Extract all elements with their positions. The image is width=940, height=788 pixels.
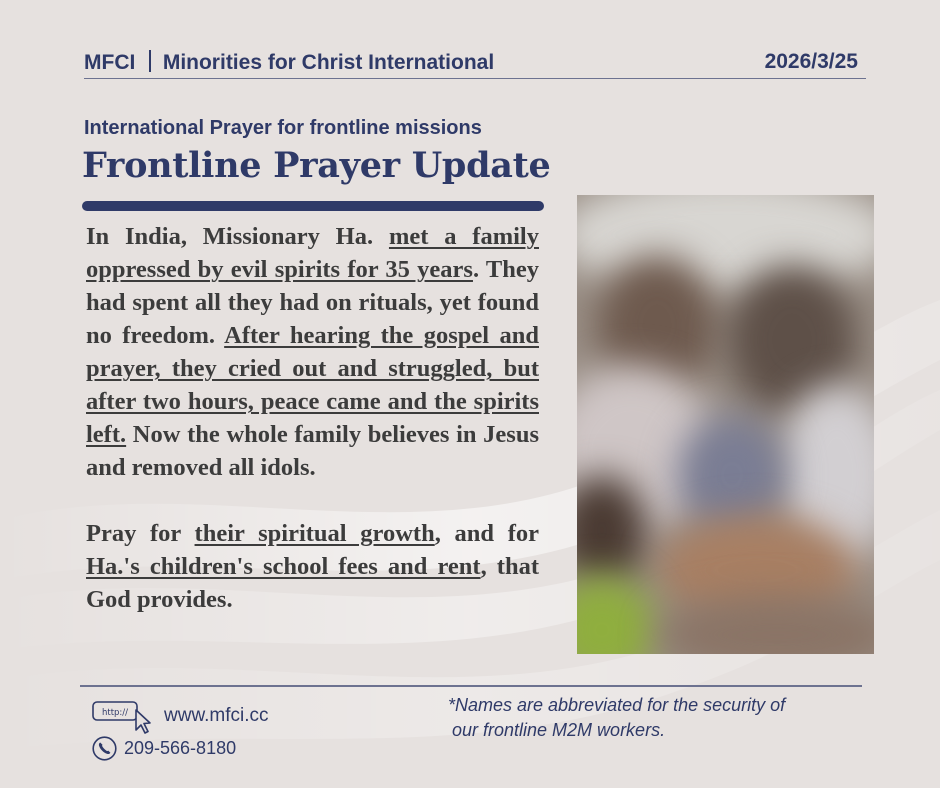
header <box>84 48 866 79</box>
security-note <box>448 693 868 743</box>
brand <box>84 50 494 75</box>
underlined-text: After hearing the gospel and prayer, they cried out and struggled, but after two hours, peace came and the spirits left. <box>86 322 539 448</box>
text-run: , and for <box>434 520 539 547</box>
subtitle: International Prayer for frontline missions <box>84 117 482 139</box>
underlined-text: Ha.'s children's school fees and rent <box>86 553 481 580</box>
footer-divider <box>80 685 862 687</box>
blurred-photo <box>577 195 874 654</box>
phone-icon <box>92 736 117 761</box>
http-cursor-icon <box>92 700 154 734</box>
underlined-text: met a family oppressed by evil spirits for 35 years <box>86 223 539 283</box>
text-run: . They had spent all they had on rituals, yet found no freedom. <box>86 256 539 349</box>
page-title: Frontline Prayer Update <box>82 145 551 186</box>
brand-separator <box>149 50 151 72</box>
text-run: In India, Missionary Ha. <box>86 223 389 250</box>
phone-row[interactable] <box>92 736 312 762</box>
security-note-line-2: our frontline M2M workers. <box>452 720 666 740</box>
text-run: , that God provides. <box>86 553 539 613</box>
text-run: Now the whole family believes in Jesus and removed all idols. <box>86 421 539 481</box>
title-underline-bar <box>82 201 544 211</box>
date: 2026/3/25 <box>764 50 858 73</box>
story-paragraph-2 <box>86 517 539 616</box>
website-row[interactable] <box>92 700 312 734</box>
story-text <box>86 220 539 616</box>
story-paragraph-1 <box>86 220 539 484</box>
phone-number[interactable]: 209-566-8180 <box>124 738 237 758</box>
security-note-line-1: *Names are abbreviated for the security of <box>448 695 786 715</box>
brand-abbr: MFCI <box>84 51 136 74</box>
underlined-text: their spiritual growth <box>194 520 435 547</box>
text-run: Pray for <box>86 520 195 547</box>
website-link[interactable]: www.mfci.cc <box>164 705 269 726</box>
http-label: http:// <box>101 708 129 718</box>
brand-name: Minorities for Christ International <box>162 51 495 74</box>
